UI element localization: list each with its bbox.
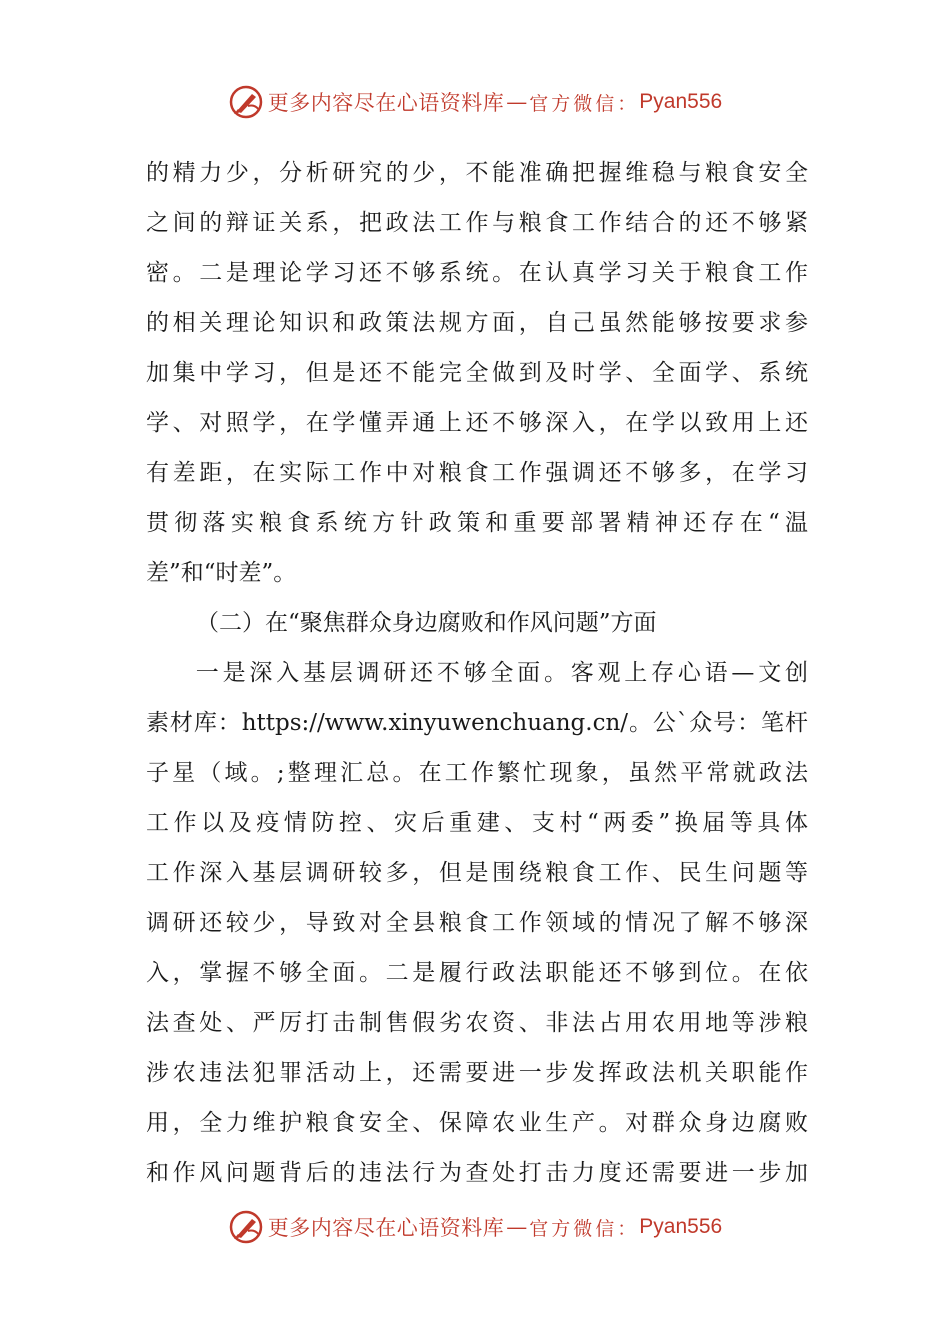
banner-label: 官方微信： <box>529 92 640 115</box>
text-line: 学、对照学，在学懂弄通上还不够深入，在学以致用上还 <box>146 410 808 436</box>
text-line: 入，掌握不够全面。二是履行政法职能还不够到位。在依 <box>146 960 808 986</box>
text-line: 的精力少，分析研究的少，不能准确把握维稳与粮食安全 <box>146 160 808 186</box>
header-banner <box>0 82 950 122</box>
text-line: 子星（域。;整理汇总。在工作繁忙现象，虽然平常就政法 <box>146 760 808 786</box>
banner-dash: — <box>506 90 528 114</box>
banner-wechat-id: Pyan556 <box>639 1215 723 1238</box>
footer-banner <box>0 1207 950 1247</box>
text-line: 素材库：https://www.xinyuwenchuang.cn/。公`众号：笔杆 <box>146 710 808 736</box>
text-line: 调研还较少，导致对全县粮食工作领域的情况了解不够深 <box>146 910 808 936</box>
banner-text: 更多内容尽在心语资料库 <box>267 91 505 115</box>
text-line: 涉农违法犯罪活动上，还需要进一步发挥政法机关职能作 <box>146 1060 808 1086</box>
text-line: 工作深入基层调研较多，但是围绕粮食工作、民生问题等 <box>146 860 808 886</box>
text-line: 密。二是理论学习还不够系统。在认真学习关于粮食工作 <box>146 260 808 286</box>
text-line: 差”和“时差”。 <box>146 560 297 586</box>
banner-label: 官方微信： <box>529 1217 640 1240</box>
text-line: 法查处、严厉打击制售假劣农资、非法占用农用地等涉粮 <box>146 1010 808 1036</box>
text-line: 用，全力维护粮食安全、保障农业生产。对群众身边腐败 <box>146 1110 808 1136</box>
text-line-content: 一是深入基层调研还不够全面。客观上存心语—文创 <box>192 660 808 686</box>
section-heading: （二）在“聚焦群众身边腐败和作风问题”方面 <box>196 610 657 636</box>
text-line: 加集中学习，但是还不能完全做到及时学、全面学、系统 <box>146 360 808 386</box>
text-line: 有差距，在实际工作中对粮食工作强调还不够多，在学习 <box>146 460 808 486</box>
banner-wechat-id: Pyan556 <box>639 90 723 113</box>
banner-text: 更多内容尽在心语资料库 <box>267 1216 505 1240</box>
text-line <box>146 648 808 698</box>
document-body <box>146 148 808 1198</box>
banner-dash: — <box>506 1215 528 1239</box>
pen-logo-icon <box>228 1209 264 1245</box>
text-line: 和作风问题背后的违法行为查处打击力度还需要进一步加 <box>146 1160 808 1186</box>
text-line: 之间的辩证关系，把政法工作与粮食工作结合的还不够紧 <box>146 210 808 236</box>
text-line: 的相关理论知识和政策法规方面，自己虽然能够按要求参 <box>146 310 808 336</box>
pen-logo-icon <box>228 84 264 120</box>
text-line: 贯彻落实粮食系统方针政策和重要部署精神还存在“温 <box>146 510 808 536</box>
text-line: 工作以及疫情防控、灾后重建、支村“两委”换届等具体 <box>146 810 808 836</box>
